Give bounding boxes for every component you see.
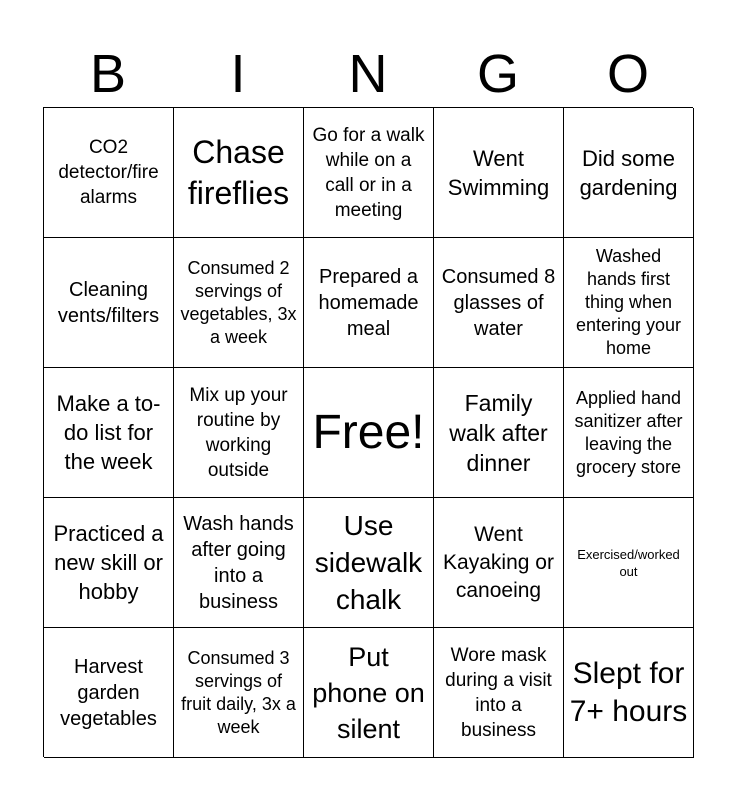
cell-text: Practiced a new skill or hobby xyxy=(53,521,164,604)
cell-text: Go for a walk while on a call or in a meeting xyxy=(312,124,425,221)
bingo-board xyxy=(43,107,693,757)
cell-text: Consumed 3 servings of fruit daily, 3x a week xyxy=(181,647,296,737)
cell-text: Family walk after dinner xyxy=(449,389,548,476)
bingo-cell-r4c1[interactable] xyxy=(44,498,174,628)
cell-text: Went Kayaking or canoeing xyxy=(443,522,554,602)
header-letter-i: I xyxy=(230,44,246,104)
bingo-cell-r3c4[interactable] xyxy=(434,368,564,498)
bingo-cell-r2c3[interactable] xyxy=(304,238,434,368)
cell-text: Prepared a homemade meal xyxy=(318,265,419,340)
cell-text: Wash hands after going into a business xyxy=(183,512,294,613)
header-letter-g: G xyxy=(476,44,519,104)
cell-text: Wore mask during a visit into a business xyxy=(445,644,552,741)
bingo-cell-r3c1[interactable] xyxy=(44,368,174,498)
bingo-cell-r5c1[interactable] xyxy=(44,628,174,758)
bingo-cell-r2c1[interactable] xyxy=(44,238,174,368)
cell-text: Consumed 8 glasses of water xyxy=(441,265,556,340)
bingo-cell-r5c4[interactable] xyxy=(434,628,564,758)
bingo-cell-r2c4[interactable] xyxy=(434,238,564,368)
bingo-cell-r4c5[interactable] xyxy=(564,498,694,628)
cell-text: Did some gardening xyxy=(579,145,678,200)
header-letter-o: O xyxy=(606,44,649,104)
cell-text: Applied hand sanitizer after leaving the grocery store xyxy=(574,387,683,477)
cell-text: Washed hands first thing when entering your home xyxy=(575,246,682,358)
cell-text: Slept for 7+ hours xyxy=(569,656,688,728)
free-space-label: Free! xyxy=(312,405,425,459)
bingo-cell-r4c4[interactable] xyxy=(434,498,564,628)
bingo-cell-r2c5[interactable] xyxy=(564,238,694,368)
bingo-cell-r1c4[interactable] xyxy=(434,108,564,238)
bingo-cell-free[interactable] xyxy=(304,368,434,498)
bingo-cell-r4c3[interactable] xyxy=(304,498,434,628)
bingo-cell-r1c3[interactable] xyxy=(304,108,434,238)
bingo-cell-r2c2[interactable] xyxy=(174,238,304,368)
cell-text: Cleaning vents/filters xyxy=(57,278,160,327)
header-letter-n: N xyxy=(348,44,388,104)
bingo-cell-r1c5[interactable] xyxy=(564,108,694,238)
bingo-cell-r5c2[interactable] xyxy=(174,628,304,758)
bingo-cell-r4c2[interactable] xyxy=(174,498,304,628)
cell-text: CO2 detector/fire alarms xyxy=(58,137,159,208)
bingo-cell-r5c5[interactable] xyxy=(564,628,694,758)
cell-text: Use sidewalk chalk xyxy=(314,510,423,615)
cell-text: Mix up your routine by working outside xyxy=(189,384,288,481)
cell-text: Put phone on silent xyxy=(312,641,425,744)
bingo-cell-r3c2[interactable] xyxy=(174,368,304,498)
cell-text: Make a to-do list for the week xyxy=(56,391,161,474)
header-letter-b: B xyxy=(89,44,127,104)
bingo-cell-r5c3[interactable] xyxy=(304,628,434,758)
cell-text: Exercised/worked out xyxy=(577,546,680,579)
cell-text: Consumed 2 servings of vegetables, 3x a week xyxy=(180,257,297,347)
bingo-cell-r1c1[interactable] xyxy=(44,108,174,238)
bingo-header xyxy=(43,40,693,108)
cell-text: Went Swimming xyxy=(447,145,550,200)
cell-text: Harvest garden vegetables xyxy=(60,655,157,730)
cell-text: Chase fireflies xyxy=(187,133,290,211)
bingo-cell-r3c5[interactable] xyxy=(564,368,694,498)
bingo-cell-r1c2[interactable] xyxy=(174,108,304,238)
